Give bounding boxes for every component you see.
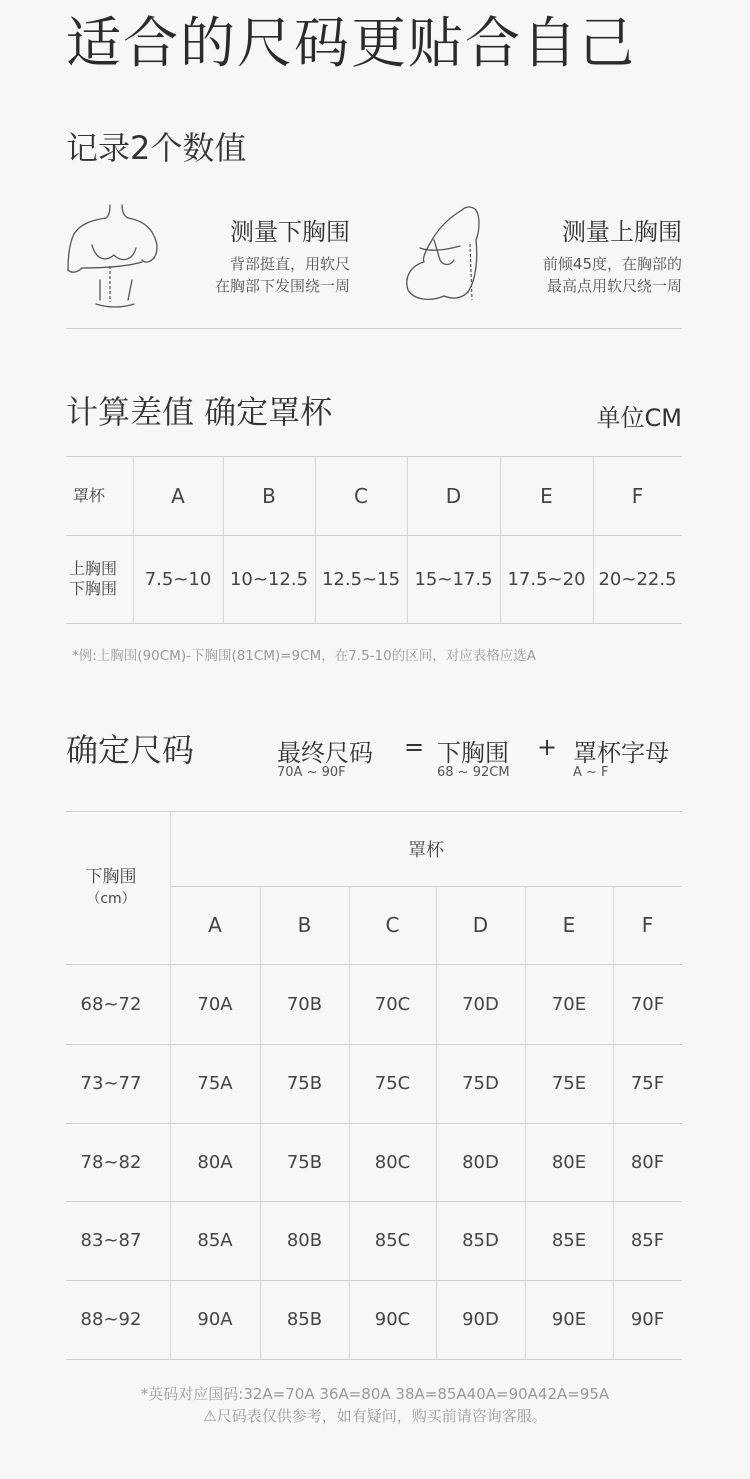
size-cell: 80B [286, 1230, 323, 1251]
underbust-col-header [66, 811, 156, 964]
underbust-range: 68 ~ 92CM [437, 765, 510, 780]
size-cell: 80F [630, 1151, 665, 1173]
underbust-range-cell: 88~92 [80, 1309, 142, 1330]
size-cell: 80D [462, 1151, 499, 1173]
cup-range-value: 15~17.5 [414, 568, 493, 590]
cup-range-value: 17.5~20 [507, 568, 586, 590]
size-cell: 85C [374, 1230, 411, 1251]
size-cell: 75F [630, 1073, 665, 1094]
cup-col-header: F [641, 913, 654, 937]
diff-row-header-line1: 上胸围 [68, 559, 117, 578]
cup-col-header: A [208, 913, 222, 937]
cup-letter: B [262, 483, 276, 508]
cup-letter: D [445, 483, 462, 508]
size-cell: 85D [462, 1230, 499, 1251]
cup-range-value: 20~22.5 [598, 568, 677, 590]
page-title: 适合的尺码更贴合自己 [66, 11, 637, 75]
final-size-label: 最终尺码 [277, 739, 373, 767]
cup-letter-label: 罩杯字母 [573, 739, 669, 767]
underbust-range-cell: 78~82 [80, 1151, 142, 1173]
size-cell: 90F [630, 1309, 665, 1330]
cup-col-header: B [297, 913, 312, 937]
cup-letter-range: A ~ F [573, 765, 609, 780]
size-cell: 90C [374, 1309, 411, 1330]
size-cell: 85A [197, 1230, 233, 1251]
size-cell: 90E [551, 1309, 587, 1330]
size-cell: 70F [630, 993, 665, 1015]
unit-label: 单位CM [596, 404, 682, 432]
size-cell: 70D [462, 993, 499, 1015]
size-cell: 75B [286, 1151, 323, 1173]
size-cell: 85E [551, 1230, 587, 1251]
size-cell: 75C [374, 1073, 411, 1094]
underbust-col-header-unit: （cm） [86, 890, 136, 907]
size-cell: 70A [197, 993, 233, 1015]
size-cell: 75B [286, 1073, 323, 1094]
cup-letter: A [171, 483, 185, 508]
size-table [66, 811, 682, 1361]
cup-letter: E [540, 483, 553, 508]
cup-range-table [66, 456, 682, 624]
underbust-range-cell: 73~77 [80, 1073, 142, 1094]
size-cell: 85B [286, 1309, 323, 1330]
underbust-desc-2: 在胸部下发围绕一周 [214, 277, 350, 295]
size-cell: 85F [630, 1230, 665, 1251]
underbust-label: 下胸围 [437, 739, 509, 767]
size-cell: 75A [197, 1073, 233, 1094]
size-cell: 80A [197, 1151, 233, 1173]
cup-letter: C [354, 483, 368, 508]
cup-heading: 计算差值 确定罩杯 [66, 393, 333, 431]
size-cell: 80E [551, 1151, 587, 1173]
underbust-title: 测量下胸围 [230, 218, 350, 246]
size-cell: 70B [286, 993, 323, 1015]
cup-letter: F [631, 483, 644, 508]
size-cell: 90A [197, 1309, 233, 1330]
underbust-range-cell: 68~72 [80, 993, 142, 1015]
final-size-range: 70A ~ 90F [277, 765, 346, 780]
bust-title: 测量上胸围 [562, 218, 682, 246]
disclaimer-note: ⚠尺码表仅供参考，如有疑问，购买前请咨询客服。 [203, 1407, 547, 1425]
divider [66, 328, 682, 329]
size-cell: 70C [374, 993, 411, 1015]
measure-heading: 记录2个数值 [66, 129, 247, 167]
cup-example-note: *例:上胸围(90CM)-下胸围(81CM)=9CM，在7.5-10的区间，对应表格应选A [72, 648, 536, 664]
size-cell: 90D [462, 1309, 499, 1330]
cup-range-value: 7.5~10 [144, 568, 212, 590]
cup-row-header: 罩杯 [72, 485, 105, 505]
cup-range-value: 12.5~15 [321, 568, 401, 590]
underbust-range-cell: 83~87 [80, 1230, 142, 1251]
bust-desc-2: 最高点用软尺绕一周 [546, 277, 682, 295]
size-cell: 75E [551, 1073, 587, 1094]
cup-col-header: E [562, 913, 576, 937]
cup-col-header: C [385, 913, 400, 937]
size-cell: 80C [374, 1151, 411, 1173]
underbust-col-header-label: 下胸围 [85, 866, 137, 887]
plus-sign: + [537, 733, 558, 761]
size-conversion-note: *英码对应国码:32A=70A 36A=80A 38A=85A40A=90A42A=95A [140, 1385, 610, 1403]
diff-row-header-line2: 下胸围 [68, 579, 117, 598]
equals-sign: = [404, 733, 425, 761]
cup-group-header: 罩杯 [408, 839, 444, 861]
size-cell: 70E [551, 993, 587, 1015]
size-heading: 确定尺码 [66, 731, 195, 769]
size-cell: 75D [462, 1073, 499, 1094]
diff-row-header [66, 535, 120, 623]
cup-range-value: 10~12.5 [229, 568, 309, 590]
cup-col-header: D [472, 913, 489, 937]
bust-desc-1: 前倾45度，在胸部的 [542, 255, 682, 273]
underbust-desc-1: 背部挺直，用软尺 [229, 255, 350, 273]
